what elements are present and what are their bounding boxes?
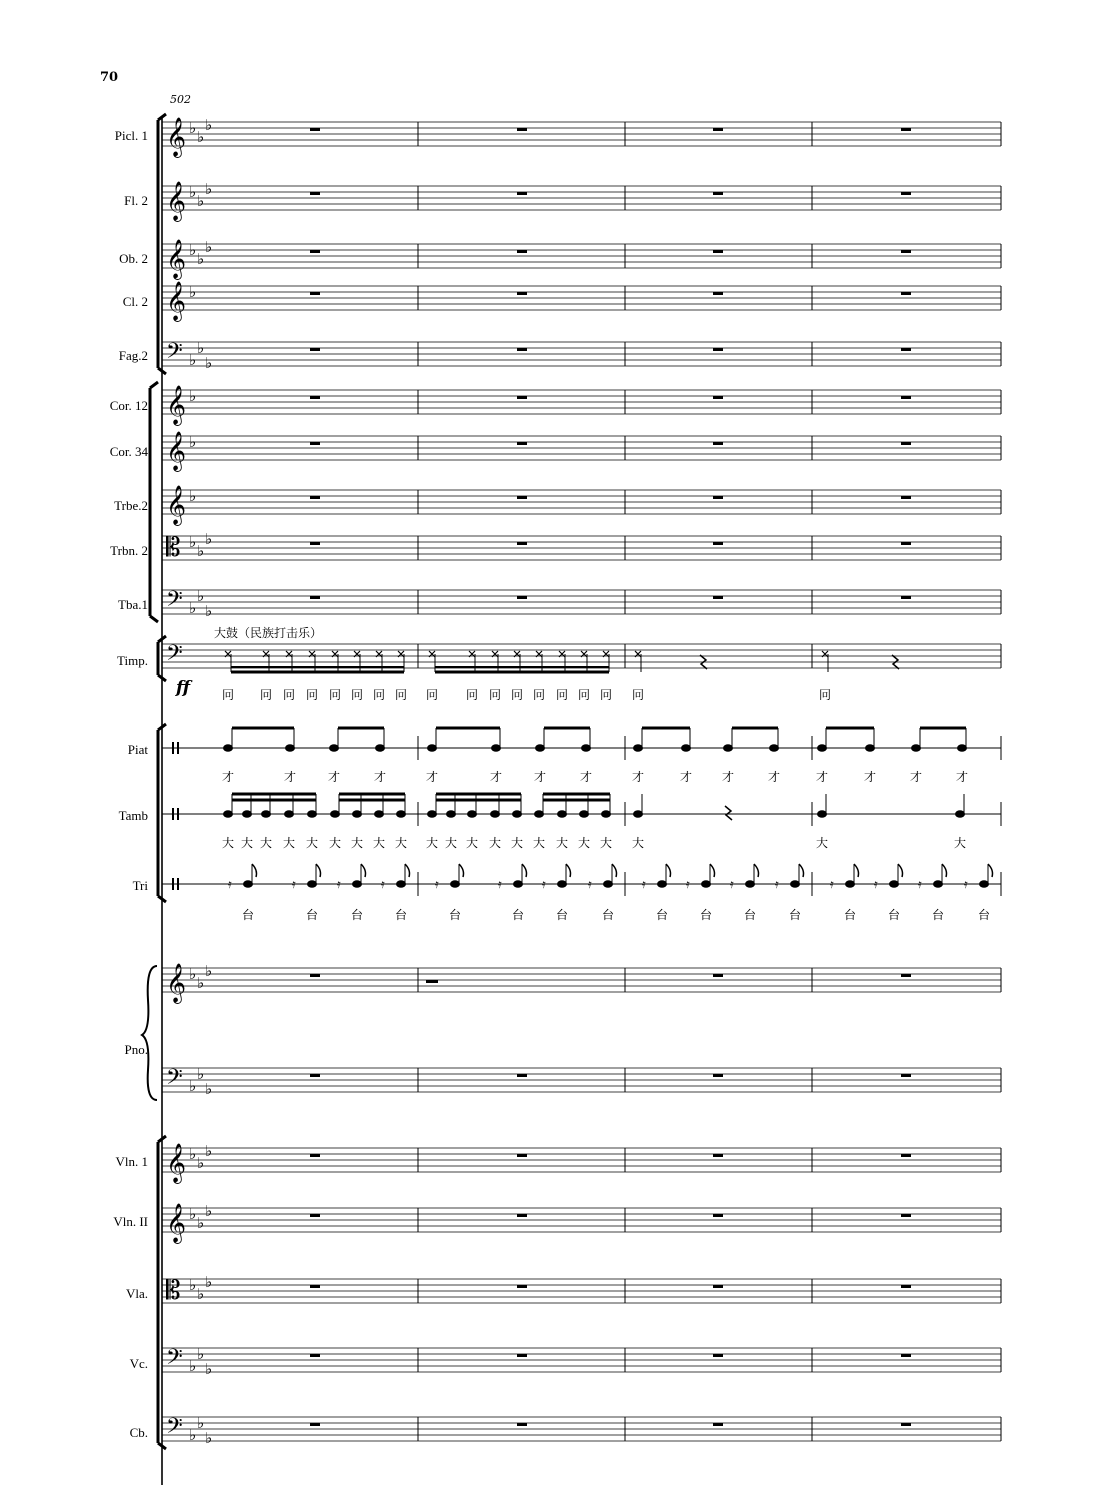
- clef: 𝄞: [166, 239, 187, 279]
- label-bassoon: Fag.2: [118, 348, 148, 363]
- whole-rest: [901, 192, 911, 195]
- flat-sign: ♭: [197, 1345, 205, 1363]
- flat-sign: ♭: [205, 116, 213, 134]
- timpani-syllable: 冋: [222, 688, 235, 702]
- tambour-syllable: 大: [578, 836, 591, 850]
- whole-rest: [713, 596, 723, 599]
- clef: 𝄞: [166, 117, 187, 157]
- piatti-syllable: 才: [374, 770, 387, 784]
- whole-rest: [310, 442, 320, 445]
- whole-rest: [310, 250, 320, 253]
- tambour-syllable: 大: [283, 836, 296, 850]
- sixteenth-rest: 𝄿: [381, 877, 385, 891]
- piatti-syllable: 才: [910, 770, 923, 784]
- whole-rest: [310, 496, 320, 499]
- label-tambourine: Tamb: [118, 808, 148, 823]
- whole-rest: [901, 1423, 911, 1426]
- sixteenth-rest: 𝄿: [435, 877, 439, 891]
- whole-rest: [310, 974, 320, 977]
- whole-rest: [901, 1154, 911, 1157]
- piatti-syllable: 才: [490, 770, 503, 784]
- whole-rest: [310, 1354, 320, 1357]
- whole-rest: [310, 542, 320, 545]
- sixteenth-rest: 𝄿: [498, 877, 502, 891]
- note-flag: [666, 864, 671, 877]
- whole-rest: [517, 596, 527, 599]
- whole-rest: [713, 292, 723, 295]
- whole-rest: [901, 596, 911, 599]
- whole-rest: [517, 442, 527, 445]
- label-piccolo: Picl. 1: [114, 128, 148, 143]
- whole-rest: [901, 1074, 911, 1077]
- flat-sign: ♭: [197, 1065, 205, 1083]
- flat-sign: ♭: [197, 339, 205, 357]
- label-trumpet: Trbe.2: [114, 498, 148, 513]
- flat-sign: ♭: [197, 250, 205, 268]
- label-trombone: Trbn. 2: [110, 543, 148, 558]
- flat-sign: ♭: [189, 1357, 197, 1375]
- whole-rest: [517, 1154, 527, 1157]
- triangle-syllable: 台: [242, 908, 255, 922]
- label-violin-1: Vln. 1: [115, 1154, 148, 1169]
- triangle-syllable: 台: [351, 908, 364, 922]
- tambour-syllable: 大: [395, 836, 408, 850]
- flat-sign: ♭: [205, 238, 213, 256]
- label-timpani: Timp.: [117, 653, 148, 668]
- flat-sign: ♭: [205, 1429, 213, 1447]
- whole-rest: [713, 348, 723, 351]
- whole-rest: [713, 396, 723, 399]
- percussion-clef: [177, 878, 179, 890]
- clef: 𝄢: [166, 339, 183, 369]
- flat-sign: ♭: [189, 351, 197, 369]
- tambour-syllable: 大: [373, 836, 386, 850]
- flat-sign: ♭: [189, 283, 197, 301]
- whole-rest: [713, 1423, 723, 1426]
- piatti-syllable: 才: [768, 770, 781, 784]
- label-horn-12: Cor. 12: [109, 398, 148, 413]
- flat-sign: ♭: [197, 587, 205, 605]
- flat-sign: ♭: [189, 183, 197, 201]
- whole-rest: [713, 974, 723, 977]
- whole-rest: [310, 596, 320, 599]
- note-flag: [942, 864, 947, 877]
- flat-sign: ♭: [189, 241, 197, 259]
- triangle-syllable: 台: [449, 908, 462, 922]
- note-flag: [316, 864, 321, 877]
- triangle-syllable: 台: [306, 908, 319, 922]
- whole-rest: [310, 128, 320, 131]
- label-piano: Pno.: [124, 1042, 148, 1057]
- label-piatti: Piat: [127, 742, 148, 757]
- tambour-syllable: 大: [632, 836, 645, 850]
- note-flag: [898, 864, 903, 877]
- timpani-syllable: 冋: [511, 688, 524, 702]
- tambour-syllable: 大: [533, 836, 546, 850]
- flat-sign: ♭: [205, 962, 213, 980]
- measure-number: 502: [170, 93, 191, 106]
- whole-rest: [517, 496, 527, 499]
- clef: 𝄢: [166, 641, 183, 671]
- timpani-syllable: 冋: [600, 688, 613, 702]
- flat-sign: ♭: [189, 1205, 197, 1223]
- triangle-syllable: 台: [395, 908, 408, 922]
- flat-sign: ♭: [197, 1414, 205, 1432]
- piano-brace: [142, 966, 157, 1100]
- flat-sign: ♭: [205, 1142, 213, 1160]
- note-flag: [252, 864, 257, 877]
- flat-sign: ♭: [189, 965, 197, 983]
- note-flag: [361, 864, 366, 877]
- whole-rest: [901, 542, 911, 545]
- whole-rest: [901, 974, 911, 977]
- label-cello: Vc.: [129, 1356, 148, 1371]
- flat-sign: ♭: [189, 533, 197, 551]
- piatti-syllable: 才: [284, 770, 297, 784]
- whole-rest: [713, 542, 723, 545]
- clef: 𝄡: [166, 1276, 181, 1306]
- timpani-syllable: 冋: [819, 688, 832, 702]
- note-flag: [710, 864, 715, 877]
- piatti-syllable: 才: [956, 770, 969, 784]
- note-flag: [459, 864, 464, 877]
- brass-bracket: [150, 382, 158, 622]
- label-violin-2: Vln. II: [113, 1214, 148, 1229]
- note-flag: [988, 864, 993, 877]
- flat-sign: ♭: [205, 1080, 213, 1098]
- page-number: 70: [100, 70, 119, 85]
- timpani-syllable: 冋: [632, 688, 645, 702]
- label-clarinet: Cl. 2: [122, 294, 148, 309]
- timpani-syllable: 冋: [466, 688, 479, 702]
- piatti-syllable: 才: [816, 770, 829, 784]
- flat-sign: ♭: [197, 1214, 205, 1232]
- flat-sign: ♭: [189, 387, 197, 405]
- tambour-syllable: 大: [426, 836, 439, 850]
- triangle-syllable: 台: [978, 908, 991, 922]
- timpani-syllable: 冋: [578, 688, 591, 702]
- label-tuba: Tba.1: [118, 597, 148, 612]
- clef: 𝄞: [166, 1203, 187, 1243]
- clef: 𝄞: [166, 181, 187, 221]
- percussion-clef: [172, 808, 174, 820]
- flat-sign: ♭: [197, 1154, 205, 1172]
- flat-sign: ♭: [205, 1202, 213, 1220]
- whole-rest: [713, 128, 723, 131]
- whole-rest: [517, 292, 527, 295]
- whole-rest: [713, 1354, 723, 1357]
- flat-sign: ♭: [197, 542, 205, 560]
- clef: 𝄞: [166, 431, 187, 471]
- piatti-syllable: 才: [680, 770, 693, 784]
- timpani-syllable: 冋: [556, 688, 569, 702]
- whole-rest: [901, 442, 911, 445]
- sixteenth-rest: 𝄿: [642, 877, 646, 891]
- quarter-rest: [725, 806, 732, 820]
- triangle-syllable: 台: [512, 908, 525, 922]
- whole-rest: [901, 1285, 911, 1288]
- clef: 𝄢: [166, 1065, 183, 1095]
- percussion-clef: [177, 742, 179, 754]
- flat-sign: ♭: [197, 974, 205, 992]
- timpani-syllable: 冋: [533, 688, 546, 702]
- tambour-syllable: 大: [511, 836, 524, 850]
- sixteenth-rest: 𝄿: [830, 877, 834, 891]
- whole-rest: [517, 1354, 527, 1357]
- sixteenth-rest: 𝄿: [686, 877, 690, 891]
- whole-rest: [713, 496, 723, 499]
- whole-rest: [901, 348, 911, 351]
- clef: 𝄢: [166, 1414, 183, 1444]
- piatti-syllable: 才: [632, 770, 645, 784]
- note-flag: [522, 864, 527, 877]
- timpani-syllable: 冋: [395, 688, 408, 702]
- timpani-instruction: 大鼓（民族打击乐）: [214, 626, 323, 640]
- label-flute: Fl. 2: [124, 193, 148, 208]
- triangle-syllable: 台: [744, 908, 757, 922]
- timpani-syllable: 冋: [373, 688, 386, 702]
- flat-sign: ♭: [205, 180, 213, 198]
- piatti-syllable: 才: [580, 770, 593, 784]
- timpani-syllable: 冋: [351, 688, 364, 702]
- whole-rest: [310, 396, 320, 399]
- tambour-syllable: 大: [954, 836, 967, 850]
- tambour-syllable: 大: [329, 836, 342, 850]
- percussion-clef: [177, 808, 179, 820]
- tambour-syllable: 大: [489, 836, 502, 850]
- tambour-syllable: 大: [600, 836, 613, 850]
- tambour-syllable: 大: [816, 836, 829, 850]
- label-triangle: Tri: [132, 878, 148, 893]
- label-horn-34: Cor. 34: [109, 444, 148, 459]
- whole-rest: [310, 192, 320, 195]
- tambour-syllable: 大: [306, 836, 319, 850]
- flat-sign: ♭: [189, 119, 197, 137]
- tambour-syllable: 大: [556, 836, 569, 850]
- sixteenth-rest: 𝄿: [292, 877, 296, 891]
- clef: 𝄞: [166, 1143, 187, 1183]
- flat-sign: ♭: [197, 128, 205, 146]
- timpani-syllable: 冋: [489, 688, 502, 702]
- sixteenth-rest: 𝄿: [228, 877, 232, 891]
- clef: 𝄡: [166, 533, 181, 563]
- flat-sign: ♭: [189, 599, 197, 617]
- flat-sign: ♭: [205, 1360, 213, 1378]
- clef: 𝄢: [166, 587, 183, 617]
- sixteenth-rest: 𝄿: [874, 877, 878, 891]
- whole-rest: [517, 192, 527, 195]
- flat-sign: ♭: [205, 602, 213, 620]
- piatti-syllable: 才: [328, 770, 341, 784]
- tambour-syllable: 大: [466, 836, 479, 850]
- triangle-syllable: 台: [789, 908, 802, 922]
- piatti-syllable: 才: [426, 770, 439, 784]
- triangle-syllable: 台: [888, 908, 901, 922]
- dynamic-marking: ff: [176, 678, 191, 698]
- flat-sign: ♭: [205, 530, 213, 548]
- flat-sign: ♭: [189, 1276, 197, 1294]
- clef: 𝄞: [166, 385, 187, 425]
- whole-rest: [713, 250, 723, 253]
- triangle-syllable: 台: [602, 908, 615, 922]
- whole-rest: [901, 1354, 911, 1357]
- label-viola: Vla.: [125, 1286, 148, 1301]
- triangle-syllable: 台: [700, 908, 713, 922]
- whole-rest: [310, 1074, 320, 1077]
- whole-rest: [713, 1285, 723, 1288]
- percussion-clef: [172, 742, 174, 754]
- whole-rest: [517, 128, 527, 131]
- whole-rest: [517, 250, 527, 253]
- triangle-syllable: 台: [556, 908, 569, 922]
- triangle-syllable: 台: [656, 908, 669, 922]
- whole-rest: [517, 348, 527, 351]
- note-flag: [754, 864, 759, 877]
- flat-sign: ♭: [197, 1285, 205, 1303]
- whole-rest: [901, 396, 911, 399]
- timpani-syllable: 冋: [329, 688, 342, 702]
- percussion-clef: [172, 878, 174, 890]
- whole-rest: [901, 1214, 911, 1217]
- flat-sign: ♭: [205, 1273, 213, 1291]
- label-contrabass: Cb.: [129, 1425, 148, 1440]
- whole-rest: [901, 292, 911, 295]
- whole-rest: [713, 1074, 723, 1077]
- percussion-notation: [223, 651, 993, 891]
- whole-rest: [713, 1214, 723, 1217]
- piatti-syllable: 才: [534, 770, 547, 784]
- whole-rest: [517, 1074, 527, 1077]
- whole-rest: [310, 1423, 320, 1426]
- whole-rest: [713, 1154, 723, 1157]
- half-rest: [426, 980, 438, 983]
- sixteenth-rest: 𝄿: [588, 877, 592, 891]
- clef: 𝄞: [166, 281, 187, 321]
- note-flag: [799, 864, 804, 877]
- whole-rest: [901, 128, 911, 131]
- whole-rest: [517, 396, 527, 399]
- sixteenth-rest: 𝄿: [918, 877, 922, 891]
- sixteenth-rest: 𝄿: [964, 877, 968, 891]
- flat-sign: ♭: [189, 1077, 197, 1095]
- whole-rest: [901, 496, 911, 499]
- flat-sign: ♭: [189, 1426, 197, 1444]
- flat-sign: ♭: [189, 433, 197, 451]
- sixteenth-rest: 𝄿: [337, 877, 341, 891]
- whole-rest: [310, 1214, 320, 1217]
- tambour-syllable: 大: [241, 836, 254, 850]
- tambour-syllable: 大: [222, 836, 235, 850]
- piatti-syllable: 才: [222, 770, 235, 784]
- whole-rest: [517, 542, 527, 545]
- whole-rest: [310, 292, 320, 295]
- flat-sign: ♭: [189, 487, 197, 505]
- sixteenth-rest: 𝄿: [775, 877, 779, 891]
- whole-rest: [310, 1285, 320, 1288]
- flat-sign: ♭: [189, 1145, 197, 1163]
- clef: 𝄞: [166, 485, 187, 525]
- tambour-syllable: 大: [260, 836, 273, 850]
- whole-rest: [310, 348, 320, 351]
- sixteenth-rest: 𝄿: [542, 877, 546, 891]
- clef: 𝄞: [166, 963, 187, 1003]
- timpani-syllable: 冋: [260, 688, 273, 702]
- piatti-syllable: 才: [864, 770, 877, 784]
- note-flag: [612, 864, 617, 877]
- flat-sign: ♭: [197, 192, 205, 210]
- note-flag: [566, 864, 571, 877]
- whole-rest: [517, 1214, 527, 1217]
- note-flag: [854, 864, 859, 877]
- timpani-syllable: 冋: [283, 688, 296, 702]
- sixteenth-rest: 𝄿: [730, 877, 734, 891]
- tambour-syllable: 大: [351, 836, 364, 850]
- timpani-syllable: 冋: [306, 688, 319, 702]
- whole-rest: [713, 192, 723, 195]
- tambour-syllable: 大: [445, 836, 458, 850]
- whole-rest: [713, 442, 723, 445]
- whole-rest: [517, 1423, 527, 1426]
- whole-rest: [517, 1285, 527, 1288]
- label-oboe: Ob. 2: [119, 251, 148, 266]
- whole-rest: [901, 250, 911, 253]
- timpani-syllable: 冋: [426, 688, 439, 702]
- whole-rest: [310, 1154, 320, 1157]
- clef: 𝄢: [166, 1345, 183, 1375]
- note-flag: [405, 864, 410, 877]
- triangle-syllable: 台: [844, 908, 857, 922]
- triangle-syllable: 台: [932, 908, 945, 922]
- flat-sign: ♭: [205, 354, 213, 372]
- piatti-syllable: 才: [722, 770, 735, 784]
